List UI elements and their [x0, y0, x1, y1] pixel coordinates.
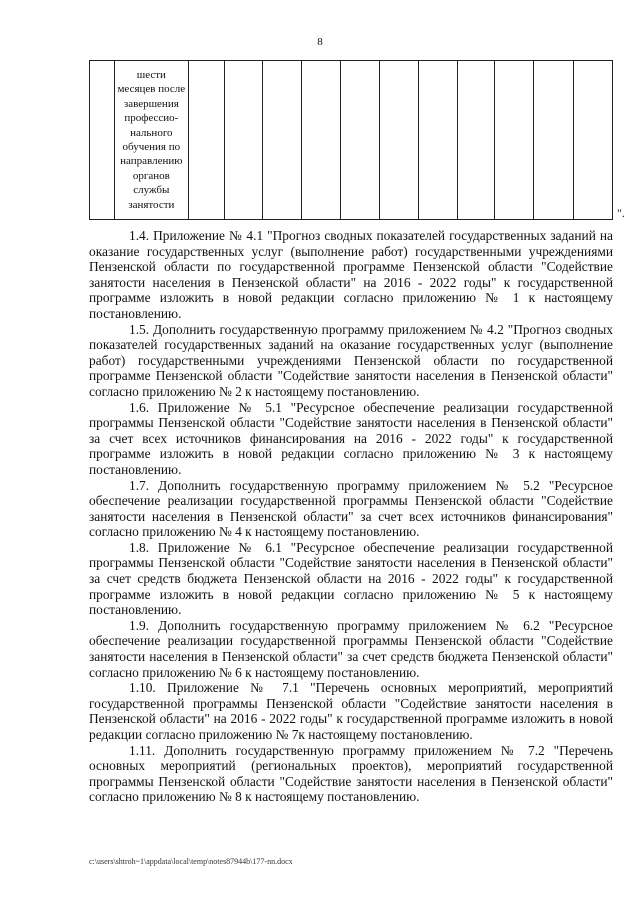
closing-quote-mark: ". [617, 206, 625, 220]
description-line: службы [133, 184, 170, 197]
table-cell-description [115, 61, 188, 220]
description-line: нального [130, 126, 173, 139]
table-cell-empty [262, 61, 301, 220]
paragraph-1-7: 1.7. Дополнить государственную программу приложением № 5.2 "Ресурсное обеспечение реализации государственной программы Пензенской области "Содействие занятости населения в Пензенской области" за счет всех источников финансирования" согласно приложению № 4 к настоящему постановлению. [89, 477, 613, 540]
table-cell-empty [495, 61, 534, 220]
table-cell-empty [380, 61, 419, 220]
footer-file-path: c:\users\shtroh~1\appdata\local\temp\notes87944b\177-nn.docx [89, 857, 293, 866]
description-line: профессио- [124, 112, 179, 125]
table-cell-empty [225, 61, 263, 220]
description-line: шести [136, 68, 166, 81]
paragraph-1-11: 1.11. Дополнить государственную программу приложением № 7.2 "Перечень основных мероприятий (региональных проектов), мероприятий государственной программы Пензенской области "Содействие занятости населения в Пензенской области" согласно приложению № 8 к настоящему постановлению. [89, 742, 613, 805]
page-number: 8 [317, 36, 323, 48]
description-line: занятости [128, 198, 175, 211]
table-cell-empty [574, 61, 613, 220]
table-cell-empty [90, 61, 115, 220]
paragraph-1-9: 1.9. Дополнить государственную программу приложением № 6.2 "Ресурсное обеспечение реализации государственной программы Пензенской области "Содействие занятости населения в Пензенской области" за счет средств бюджета Пензенской области" согласно приложению № 6 к настоящему постановлению. [89, 617, 613, 680]
table-cell-empty [301, 61, 341, 220]
description-line: обучения по [122, 141, 181, 153]
table-cell-empty [341, 61, 380, 220]
paragraph-1-5: 1.5. Дополнить государственную программу приложением № 4.2 "Прогноз сводных показателей государственных заданий на оказание государственных услуг (выполнение работ) государственными учреждениями Пензенской области по государственной программе Пензенской области "Содействие занятости населения в Пензенской области" согласно приложению № 2 к настоящему постановлению. [89, 321, 613, 399]
description-line: органов [132, 169, 170, 182]
paragraph-1-4: 1.4. Приложение № 4.1 "Прогноз сводных показателей государственных заданий на оказание государственных услуг (выполнение работ) государственными учреждениями Пензенской области по государственной программе Пензенской области "Содействие занятости населения в Пензенской области" на 2016 - 2022 годы" к государственной программе изложить в новой редакции согласно приложению № 1 к настоящему постановлению. [89, 228, 613, 321]
table-cell-empty [457, 61, 495, 220]
description-line: завершения [123, 97, 179, 110]
table-cell-empty [188, 61, 225, 220]
paragraph-1-10: 1.10. Приложение № 7.1 "Перечень основных мероприятий, мероприятий государственной программы Пензенской области "Содействие занятости населения в Пензенской области" на 2016 - 2022 годы" к государственной программе изложить в новой редакции согласно приложению № 7к настоящему постановлению. [89, 680, 613, 742]
description-line: направлению [120, 155, 183, 168]
paragraph-1-6: 1.6. Приложение № 5.1 "Ресурсное обеспечение реализации государственной программы Пензенской области "Содействие занятости населения в Пензенской области" за счет всех источников финансирования на 2016 - 2022 годы" к государственной программе изложить в новой редакции согласно приложению № 3 к настоящему постановлению. [89, 399, 613, 477]
table-row [90, 61, 613, 220]
paragraph-1-8: 1.8. Приложение № 6.1 "Ресурсное обеспечение реализации государственной программы Пензенской области "Содействие занятости населения в Пензенской области" за счет средств бюджета Пензенской области на 2016 - 2022 годы" к государственной программе изложить в новой редакции согласно приложению № 5 к настоящему постановлению. [89, 539, 613, 618]
continuation-table [89, 60, 613, 220]
table-cell-empty [534, 61, 574, 220]
table-cell-empty [419, 61, 458, 220]
document-body [89, 228, 613, 805]
description-line: месяцев после [117, 83, 186, 96]
